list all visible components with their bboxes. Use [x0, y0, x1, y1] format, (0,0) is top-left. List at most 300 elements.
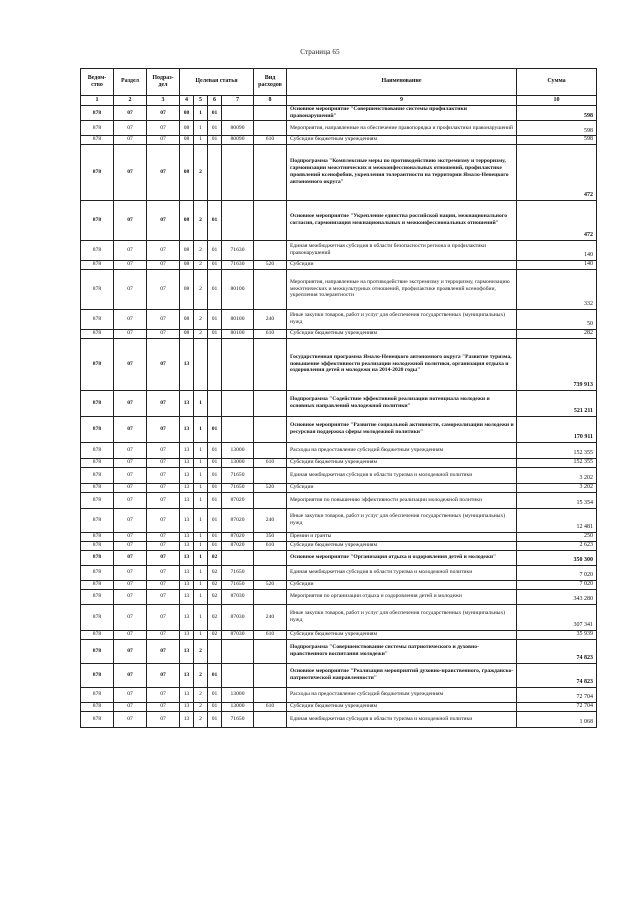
cell-podrazdel: 07: [147, 702, 180, 711]
cell-name: Единая межбюджетная субсидия в области туризма и молодежной политики: [287, 565, 517, 580]
cell-vedomstvo: 878: [81, 639, 114, 663]
cell-target-1: 08: [180, 269, 194, 309]
cell-podrazdel: 07: [147, 144, 180, 200]
cell-target-3: 01: [208, 260, 222, 269]
cell-razdel: 07: [114, 338, 147, 390]
cell-expense-type: 610: [254, 329, 287, 338]
cell-target-3: 01: [208, 483, 222, 492]
cell-vedomstvo: 878: [81, 240, 114, 260]
cell-vedomstvo: 878: [81, 416, 114, 442]
cell-target-2: 2: [194, 639, 208, 663]
cell-name: Субсидии бюджетным учреждениям: [287, 702, 517, 711]
cell-name: Субсидии бюджетным учреждениям: [287, 458, 517, 467]
cell-razdel: 07: [114, 416, 147, 442]
cell-name: Расходы на предоставление субсидий бюджетным учреждениям: [287, 442, 517, 458]
cell-podrazdel: 07: [147, 329, 180, 338]
cell-vedomstvo: 878: [81, 260, 114, 269]
cell-target-3: 01: [208, 663, 222, 687]
column-number-cell: 9: [287, 96, 517, 106]
cell-target-1: 13: [180, 550, 194, 565]
table-row: [81, 200, 597, 240]
cell-expense-type: [254, 711, 287, 727]
cell-target-4: 87030: [222, 630, 254, 639]
cell-target-2: 1: [194, 136, 208, 145]
cell-target-3: 01: [208, 416, 222, 442]
table-row: [81, 144, 597, 200]
header-name: Наименование: [287, 69, 517, 96]
cell-name: Мероприятия, направленные на противодействие экстремизму и терроризму, гармонизацию межэтнических и межкультурных отношений, профилактике проявлений ксенофобии, укрепления толерантности: [287, 269, 517, 309]
table-row: [81, 687, 597, 702]
cell-podrazdel: 07: [147, 630, 180, 639]
cell-vedomstvo: 878: [81, 200, 114, 240]
cell-target-2: 1: [194, 467, 208, 483]
cell-target-4: [222, 550, 254, 565]
table-row: [81, 260, 597, 269]
cell-sum: 472: [517, 144, 597, 200]
cell-target-3: 01: [208, 309, 222, 329]
cell-target-2: 2: [194, 329, 208, 338]
cell-podrazdel: 07: [147, 260, 180, 269]
cell-name: Единая межбюджетная субсидия в области туризма и молодежной политики: [287, 711, 517, 727]
cell-vedomstvo: 878: [81, 390, 114, 416]
cell-expense-type: 610: [254, 136, 287, 145]
cell-target-4: 71630: [222, 260, 254, 269]
table-row: [81, 565, 597, 580]
cell-target-2: 1: [194, 604, 208, 630]
cell-name: Основное мероприятие "Развитие социальной активности, самореализации молодежи и ресурсная поддержка сферы молодежной политики": [287, 416, 517, 442]
cell-razdel: 07: [114, 106, 147, 121]
cell-target-1: 13: [180, 580, 194, 589]
cell-name: Мероприятия по повышению эффективности реализации молодежной политики: [287, 492, 517, 508]
cell-podrazdel: 07: [147, 687, 180, 702]
cell-target-1: 13: [180, 541, 194, 550]
cell-sum: 72 704: [517, 702, 597, 711]
table-row: [81, 416, 597, 442]
cell-name: Государственная программа Ямало-Ненецкого автономного округа "Развитие туризма, повышение эффективности реализации молодежной политики, организация отдыха и оздоровления детей и молодежи на 2014-2020 годы": [287, 338, 517, 390]
cell-razdel: 07: [114, 240, 147, 260]
cell-target-4: [222, 663, 254, 687]
cell-sum: 170 911: [517, 416, 597, 442]
cell-expense-type: [254, 663, 287, 687]
cell-expense-type: 520: [254, 483, 287, 492]
cell-sum: 250: [517, 532, 597, 541]
cell-name: Мероприятия по организации отдыха и оздоровления детей и молодежи: [287, 589, 517, 604]
cell-target-3: 01: [208, 467, 222, 483]
cell-name: Подпрограмма "Совершенствование системы патриотического и духовно-нравственного воспитания молодежи": [287, 639, 517, 663]
cell-target-3: 01: [208, 711, 222, 727]
cell-vedomstvo: 878: [81, 604, 114, 630]
cell-podrazdel: 07: [147, 442, 180, 458]
cell-sum: 35 939: [517, 630, 597, 639]
cell-target-3: 01: [208, 442, 222, 458]
cell-target-2: 1: [194, 483, 208, 492]
cell-podrazdel: 07: [147, 589, 180, 604]
cell-target-4: [222, 200, 254, 240]
cell-vedomstvo: 878: [81, 630, 114, 639]
cell-target-1: 08: [180, 309, 194, 329]
cell-target-2: [194, 338, 208, 390]
cell-podrazdel: 07: [147, 269, 180, 309]
cell-expense-type: 240: [254, 604, 287, 630]
cell-target-4: 71650: [222, 711, 254, 727]
cell-target-4: 71650: [222, 580, 254, 589]
cell-name: Подпрограмма "Содействие эффективной реализации потенциала молодежи и основных направлений молодежной политики": [287, 390, 517, 416]
cell-vedomstvo: 878: [81, 532, 114, 541]
cell-sum: 350 300: [517, 550, 597, 565]
cell-sum: 7 020: [517, 580, 597, 589]
cell-podrazdel: 07: [147, 416, 180, 442]
cell-target-2: 1: [194, 390, 208, 416]
cell-podrazdel: 07: [147, 541, 180, 550]
cell-name: Основное мероприятие "Организация отдыха и оздоровления детей и молодежи": [287, 550, 517, 565]
header-sum: Сумма: [517, 69, 597, 96]
cell-target-4: [222, 390, 254, 416]
cell-podrazdel: 07: [147, 390, 180, 416]
cell-expense-type: 350: [254, 532, 287, 541]
column-number-cell: 10: [517, 96, 597, 106]
cell-target-3: 01: [208, 532, 222, 541]
table-row: [81, 630, 597, 639]
cell-target-4: 80100: [222, 309, 254, 329]
cell-vedomstvo: 878: [81, 663, 114, 687]
table-row: [81, 639, 597, 663]
table-row: [81, 541, 597, 550]
cell-target-1: 13: [180, 416, 194, 442]
cell-vedomstvo: 878: [81, 508, 114, 532]
cell-target-3: 01: [208, 702, 222, 711]
cell-vedomstvo: 878: [81, 338, 114, 390]
table-row: [81, 580, 597, 589]
cell-name: Единая межбюджетная субсидия в области безопасности региона и профилактики правонарушений: [287, 240, 517, 260]
column-number-cell: 3: [147, 96, 180, 106]
cell-name: Субсидии: [287, 483, 517, 492]
cell-razdel: 07: [114, 483, 147, 492]
cell-sum: 152 355: [517, 442, 597, 458]
cell-name: Единая межбюджетная субсидия в области туризма и молодежной политики: [287, 467, 517, 483]
cell-sum: 3 202: [517, 467, 597, 483]
cell-target-1: 13: [180, 663, 194, 687]
page-number-label: Страница 65: [300, 48, 340, 56]
cell-target-1: 13: [180, 639, 194, 663]
cell-target-2: 1: [194, 442, 208, 458]
table-row: [81, 604, 597, 630]
cell-vedomstvo: 878: [81, 144, 114, 200]
cell-expense-type: [254, 416, 287, 442]
table-row: [81, 550, 597, 565]
cell-razdel: 07: [114, 121, 147, 136]
cell-sum: 72 704: [517, 687, 597, 702]
cell-target-1: 13: [180, 492, 194, 508]
cell-sum: 598: [517, 136, 597, 145]
cell-vedomstvo: 878: [81, 106, 114, 121]
cell-vedomstvo: 878: [81, 483, 114, 492]
cell-podrazdel: 07: [147, 136, 180, 145]
cell-sum: 74 823: [517, 639, 597, 663]
cell-vedomstvo: 878: [81, 565, 114, 580]
cell-podrazdel: 07: [147, 565, 180, 580]
cell-razdel: 07: [114, 442, 147, 458]
cell-target-4: 80090: [222, 136, 254, 145]
cell-target-3: 01: [208, 687, 222, 702]
cell-target-2: 1: [194, 589, 208, 604]
budget-table: [80, 68, 597, 728]
cell-vedomstvo: 878: [81, 136, 114, 145]
cell-target-1: 13: [180, 565, 194, 580]
cell-sum: 343 280: [517, 589, 597, 604]
cell-target-3: 02: [208, 630, 222, 639]
cell-vedomstvo: 878: [81, 309, 114, 329]
cell-name: Субсидии бюджетным учреждениям: [287, 136, 517, 145]
column-number-cell: 4: [180, 96, 194, 106]
cell-expense-type: [254, 106, 287, 121]
cell-podrazdel: 07: [147, 532, 180, 541]
cell-target-3: 01: [208, 269, 222, 309]
cell-expense-type: 240: [254, 508, 287, 532]
cell-sum: 307 341: [517, 604, 597, 630]
cell-target-4: 87030: [222, 604, 254, 630]
cell-name: Субсидии бюджетным учреждениям: [287, 541, 517, 550]
cell-target-1: 13: [180, 604, 194, 630]
cell-razdel: 07: [114, 390, 147, 416]
cell-expense-type: [254, 200, 287, 240]
cell-target-4: [222, 639, 254, 663]
cell-razdel: 07: [114, 144, 147, 200]
cell-podrazdel: 07: [147, 121, 180, 136]
table-row: [81, 136, 597, 145]
cell-podrazdel: 07: [147, 309, 180, 329]
cell-target-2: 1: [194, 565, 208, 580]
cell-target-1: 13: [180, 711, 194, 727]
cell-target-1: 08: [180, 240, 194, 260]
cell-target-2: 1: [194, 492, 208, 508]
cell-podrazdel: 07: [147, 200, 180, 240]
table-row: [81, 467, 597, 483]
cell-target-1: 13: [180, 458, 194, 467]
cell-target-2: 1: [194, 630, 208, 639]
cell-razdel: 07: [114, 508, 147, 532]
table-row: [81, 702, 597, 711]
cell-sum: 598: [517, 121, 597, 136]
table-row: [81, 338, 597, 390]
cell-target-3: 02: [208, 589, 222, 604]
cell-podrazdel: 07: [147, 240, 180, 260]
cell-razdel: 07: [114, 702, 147, 711]
cell-target-2: 2: [194, 144, 208, 200]
cell-vedomstvo: 878: [81, 492, 114, 508]
cell-vedomstvo: 878: [81, 687, 114, 702]
cell-target-1: 13: [180, 630, 194, 639]
cell-sum: 282: [517, 329, 597, 338]
cell-expense-type: [254, 589, 287, 604]
cell-podrazdel: 07: [147, 508, 180, 532]
cell-target-4: 13000: [222, 687, 254, 702]
cell-target-2: 2: [194, 663, 208, 687]
cell-target-4: 80100: [222, 329, 254, 338]
cell-target-1: 13: [180, 589, 194, 604]
cell-podrazdel: 07: [147, 483, 180, 492]
cell-target-2: 1: [194, 508, 208, 532]
header-podrazdel: Подраз-дел: [147, 69, 180, 96]
cell-expense-type: [254, 338, 287, 390]
cell-sum: 140: [517, 240, 597, 260]
cell-target-2: 1: [194, 550, 208, 565]
cell-vedomstvo: 878: [81, 550, 114, 565]
cell-razdel: 07: [114, 580, 147, 589]
cell-razdel: 07: [114, 565, 147, 580]
cell-razdel: 07: [114, 604, 147, 630]
cell-target-3: 01: [208, 541, 222, 550]
cell-target-3: 01: [208, 106, 222, 121]
cell-target-1: 13: [180, 467, 194, 483]
table-row: [81, 442, 597, 458]
cell-sum: 2 623: [517, 541, 597, 550]
cell-expense-type: [254, 467, 287, 483]
cell-name: Субсидии бюджетным учреждениям: [287, 329, 517, 338]
cell-target-2: 2: [194, 260, 208, 269]
cell-podrazdel: 07: [147, 711, 180, 727]
cell-expense-type: 610: [254, 458, 287, 467]
cell-target-3: 01: [208, 329, 222, 338]
cell-target-2: 1: [194, 532, 208, 541]
cell-target-1: 13: [180, 532, 194, 541]
cell-target-1: 13: [180, 508, 194, 532]
cell-razdel: 07: [114, 663, 147, 687]
cell-target-3: [208, 338, 222, 390]
cell-expense-type: [254, 442, 287, 458]
cell-expense-type: [254, 639, 287, 663]
cell-target-1: 08: [180, 121, 194, 136]
cell-target-4: [222, 106, 254, 121]
cell-name: Мероприятия, направленные на обеспечение правопорядка и профилактики правонарушений: [287, 121, 517, 136]
cell-expense-type: [254, 390, 287, 416]
cell-target-3: [208, 639, 222, 663]
cell-target-4: [222, 416, 254, 442]
table-row: [81, 532, 597, 541]
cell-target-4: 87020: [222, 508, 254, 532]
cell-target-4: 87020: [222, 532, 254, 541]
cell-name: Субсидии: [287, 580, 517, 589]
table-row: [81, 329, 597, 338]
cell-name: Основное мероприятие "Реализация мероприятий духовно-нравственного, гражданско-патриотической направленности": [287, 663, 517, 687]
cell-target-2: 1: [194, 121, 208, 136]
cell-target-2: 1: [194, 416, 208, 442]
cell-razdel: 07: [114, 639, 147, 663]
cell-expense-type: 520: [254, 580, 287, 589]
table-row: [81, 390, 597, 416]
cell-vedomstvo: 878: [81, 702, 114, 711]
cell-target-3: [208, 390, 222, 416]
cell-razdel: 07: [114, 260, 147, 269]
cell-expense-type: 610: [254, 702, 287, 711]
table-row: [81, 711, 597, 727]
cell-target-1: 08: [180, 329, 194, 338]
table-row: [81, 508, 597, 532]
cell-podrazdel: 07: [147, 106, 180, 121]
cell-target-3: 02: [208, 580, 222, 589]
cell-sum: 7 020: [517, 565, 597, 580]
column-number-cell: 7: [222, 96, 254, 106]
cell-vedomstvo: 878: [81, 442, 114, 458]
cell-target-2: 2: [194, 711, 208, 727]
cell-target-1: 13: [180, 702, 194, 711]
table-row: [81, 492, 597, 508]
cell-target-3: 02: [208, 550, 222, 565]
cell-podrazdel: 07: [147, 550, 180, 565]
cell-expense-type: [254, 687, 287, 702]
table-row: [81, 240, 597, 260]
cell-target-4: [222, 144, 254, 200]
cell-expense-type: [254, 240, 287, 260]
cell-sum: 739 913: [517, 338, 597, 390]
cell-target-4: 80090: [222, 121, 254, 136]
cell-sum: 50: [517, 309, 597, 329]
cell-target-3: 02: [208, 565, 222, 580]
cell-podrazdel: 07: [147, 467, 180, 483]
cell-target-4: 13000: [222, 702, 254, 711]
cell-vedomstvo: 878: [81, 329, 114, 338]
table-row: [81, 121, 597, 136]
cell-name: Основное мероприятие "Укрепление единства российской нации, межнационального согласия, гармонизация межнациональных и межконфессиональных отношений": [287, 200, 517, 240]
cell-target-1: 13: [180, 687, 194, 702]
cell-podrazdel: 07: [147, 639, 180, 663]
cell-razdel: 07: [114, 541, 147, 550]
cell-vedomstvo: 878: [81, 541, 114, 550]
cell-sum: 140: [517, 260, 597, 269]
header-vedomstvo: Ведом-ство: [81, 69, 114, 96]
cell-sum: 3 202: [517, 483, 597, 492]
header-target-article: Целевая статья: [180, 69, 254, 96]
cell-name: Основное мероприятие "Совершенствование системы профилактики правонарушений": [287, 106, 517, 121]
table-row: [81, 589, 597, 604]
cell-razdel: 07: [114, 589, 147, 604]
cell-target-1: 08: [180, 106, 194, 121]
cell-razdel: 07: [114, 269, 147, 309]
cell-expense-type: 520: [254, 260, 287, 269]
cell-target-4: 80100: [222, 269, 254, 309]
cell-expense-type: 610: [254, 541, 287, 550]
cell-razdel: 07: [114, 492, 147, 508]
cell-expense-type: [254, 269, 287, 309]
cell-target-2: 2: [194, 269, 208, 309]
cell-podrazdel: 07: [147, 492, 180, 508]
cell-sum: 1 068: [517, 711, 597, 727]
cell-podrazdel: 07: [147, 604, 180, 630]
cell-vedomstvo: 878: [81, 467, 114, 483]
cell-podrazdel: 07: [147, 338, 180, 390]
cell-razdel: 07: [114, 136, 147, 145]
cell-target-2: 2: [194, 309, 208, 329]
cell-sum: 472: [517, 200, 597, 240]
cell-razdel: 07: [114, 532, 147, 541]
cell-target-2: 2: [194, 702, 208, 711]
cell-razdel: 07: [114, 687, 147, 702]
cell-sum: 598: [517, 106, 597, 121]
table-row: [81, 458, 597, 467]
cell-name: Премии и гранты: [287, 532, 517, 541]
cell-expense-type: [254, 144, 287, 200]
cell-razdel: 07: [114, 467, 147, 483]
cell-razdel: 07: [114, 550, 147, 565]
column-number-cell: 5: [194, 96, 208, 106]
cell-target-3: 02: [208, 604, 222, 630]
cell-expense-type: [254, 565, 287, 580]
cell-target-2: 1: [194, 541, 208, 550]
table-row: [81, 663, 597, 687]
cell-vedomstvo: 878: [81, 269, 114, 309]
table-row: [81, 483, 597, 492]
cell-target-4: 87030: [222, 589, 254, 604]
column-number-cell: 1: [81, 96, 114, 106]
